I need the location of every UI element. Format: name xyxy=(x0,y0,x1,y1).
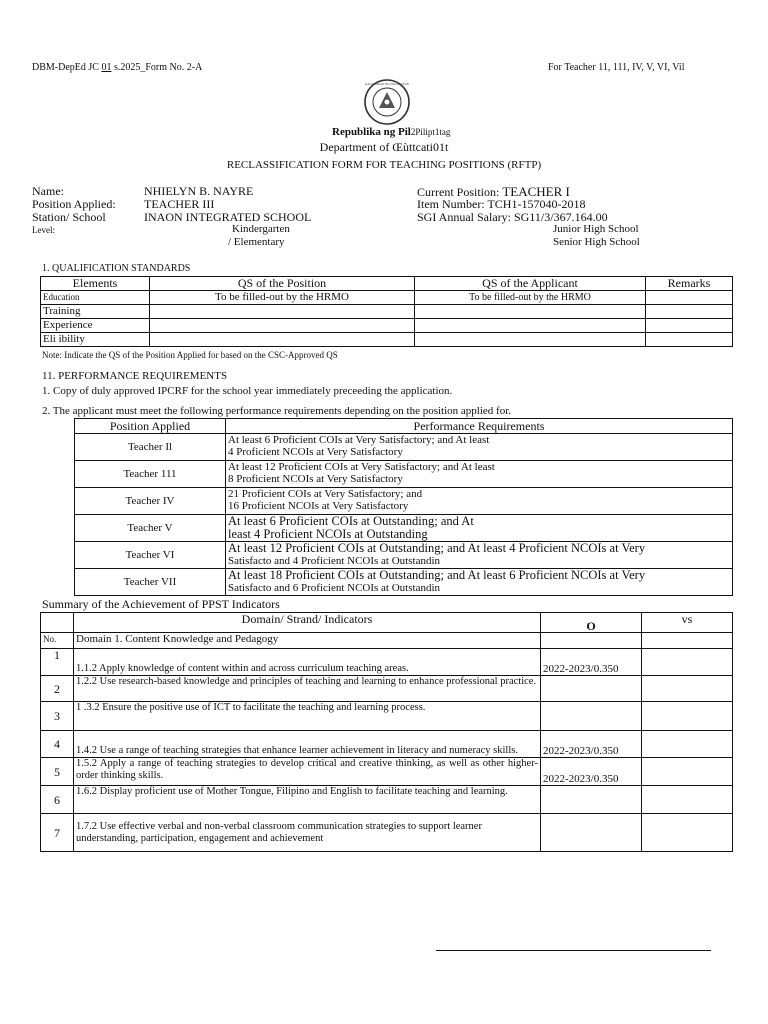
ppst-domain-row xyxy=(41,633,733,649)
table-row xyxy=(41,814,733,852)
form-code: DBM-DepEd JC 01 s.2025_Form No. 2-A xyxy=(32,62,203,73)
perf-position: Teacher V xyxy=(75,515,226,542)
svg-text:KAGAWARAN NG EDUKASYON: KAGAWARAN NG EDUKASYON xyxy=(365,82,409,86)
ppst-header-vs: vs xyxy=(642,613,733,633)
qs-applicant-cell xyxy=(415,333,646,347)
table-row xyxy=(41,676,733,702)
perf-header-position: Position Applied xyxy=(75,419,226,434)
name-label: Name: xyxy=(32,184,64,198)
for-teacher-label: For Teacher 11, 111, IV, V, VI, Vil xyxy=(548,62,685,73)
item-number: Item Number: TCH1-157040-2018 xyxy=(417,197,586,211)
ppst-row-no: 3 xyxy=(41,702,74,731)
ppst-o-cell: 2022-2023/0.350 xyxy=(541,758,642,786)
qs-element: Eli ibility xyxy=(41,333,150,347)
perf-requirement: At least 6 Proficient COIs at Outstanding; and At least 4 Proficient NCOIs at Outstanding xyxy=(226,515,733,542)
table-row xyxy=(41,731,733,758)
table-row xyxy=(41,291,733,305)
ppst-o-cell xyxy=(541,786,642,814)
republic-label: Republika ng Pil2Pilipt1tag xyxy=(332,126,451,138)
level-junior-high: Junior High School xyxy=(553,223,639,235)
ppst-table xyxy=(40,612,733,852)
deped-seal-icon xyxy=(355,78,419,126)
qs-header-elements: Elements xyxy=(41,277,150,291)
station-value: INAON INTEGRATED SCHOOL xyxy=(144,210,312,224)
table-row xyxy=(75,515,733,542)
qs-position-cell xyxy=(150,319,415,333)
table-row xyxy=(41,758,733,786)
ppst-indicator: 1.4.2 Use a range of teaching strategies that enhance learner achievement in literacy and numeracy skills. xyxy=(74,731,541,758)
level-label: Level: xyxy=(32,225,55,235)
qs-remarks-cell xyxy=(646,333,733,347)
table-row xyxy=(75,542,733,569)
ppst-o-cell xyxy=(541,814,642,852)
ppst-no-label: No. xyxy=(41,633,74,649)
level-kindergarten: Kindergarten xyxy=(232,223,290,235)
signature-line xyxy=(436,950,711,951)
table-row xyxy=(75,434,733,461)
ppst-header-blank xyxy=(41,613,74,633)
ppst-row-no: 1 xyxy=(41,649,74,676)
ppst-vs-cell xyxy=(642,702,733,731)
perf-table xyxy=(74,418,733,596)
ppst-row-no: 5 xyxy=(41,758,74,786)
table-row xyxy=(41,305,733,319)
ppst-o-cell xyxy=(541,676,642,702)
name-value: NHIELYN B. NAYRE xyxy=(144,184,254,198)
ppst-o-cell: 2022-2023/0.350 xyxy=(541,731,642,758)
qs-applicant-cell xyxy=(415,319,646,333)
qs-remarks-cell xyxy=(646,291,733,305)
perf-requirement: 21 Proficient COIs at Very Satisfactory; and 16 Proficient NCOIs at Very Satisfactory xyxy=(226,488,733,515)
perf-item-2: 2. The applicant must meet the following performance requirements depending on the position applied for. xyxy=(42,405,512,417)
qs-position-cell xyxy=(150,333,415,347)
ppst-indicator: 1.7.2 Use effective verbal and non-verbal classroom communication strategies to support learner understanding, participation, engagement and achievement xyxy=(74,814,541,852)
perf-header-requirements: Performance Requirements xyxy=(226,419,733,434)
annual-salary: SGI Annual Salary: SG11/3/367.164.00 xyxy=(417,210,608,224)
perf-position: Teacher IV xyxy=(75,488,226,515)
ppst-header-row xyxy=(41,613,733,633)
qs-element: Training xyxy=(41,305,150,319)
ppst-o-cell xyxy=(541,702,642,731)
ppst-indicator: 1.1.2 Apply knowledge of content within and across curriculum teaching areas. xyxy=(74,649,541,676)
perf-position: Teacher VI xyxy=(75,542,226,569)
ppst-indicator: 1.5.2 Apply a range of teaching strategies to develop critical and creative thinking, as well as other higher-order thinking skills. xyxy=(74,758,541,786)
qs-note: Note: Indicate the QS of the Position Applied for based on the CSC-Approved QS xyxy=(42,350,338,360)
qs-element: Education xyxy=(41,291,150,305)
level-senior-high: Senior High School xyxy=(553,236,640,248)
ppst-row-no: 4 xyxy=(41,731,74,758)
perf-position: Teacher VII xyxy=(75,569,226,596)
current-position: Current Position: TEACHER I xyxy=(417,184,570,199)
ppst-indicator: 1 .3.2 Ensure the positive use of ICT to facilitate the teaching and learning process. xyxy=(74,702,541,731)
perf-heading: 11. PERFORMANCE REQUIREMENTS xyxy=(42,370,228,382)
position-value: TEACHER III xyxy=(144,197,215,211)
level-elementary: / Elementary xyxy=(228,236,285,248)
ppst-summary-title: Summary of the Achievement of PPST Indicators xyxy=(42,597,280,611)
qs-heading: 1. QUALIFICATION STANDARDS xyxy=(42,263,191,274)
table-row xyxy=(41,333,733,347)
table-row xyxy=(75,461,733,488)
station-label: Station/ School xyxy=(32,210,106,224)
qs-header-remarks: Remarks xyxy=(646,277,733,291)
ppst-vs-cell xyxy=(642,649,733,676)
perf-position: Teacher 111 xyxy=(75,461,226,488)
qs-remarks-cell xyxy=(646,319,733,333)
table-row xyxy=(41,786,733,814)
department-label: Department of Œùttcati01t xyxy=(319,140,449,154)
table-row xyxy=(41,649,733,676)
position-label: Position Applied: xyxy=(32,197,116,211)
qs-applicant-cell: To be filled-out by the HRMO xyxy=(415,291,646,305)
qs-element: Experience xyxy=(41,319,150,333)
perf-position: Teacher Il xyxy=(75,434,226,461)
ppst-vs-cell xyxy=(642,633,733,649)
table-row xyxy=(41,319,733,333)
ppst-header-domain: Domain/ Strand/ Indicators xyxy=(74,613,541,633)
qs-position-cell: To be filled-out by the HRMO xyxy=(150,291,415,305)
qs-header-applicant: QS of the Applicant xyxy=(415,277,646,291)
ppst-vs-cell xyxy=(642,676,733,702)
ppst-vs-cell xyxy=(642,786,733,814)
qs-applicant-cell xyxy=(415,305,646,319)
qs-header-row xyxy=(41,277,733,291)
ppst-vs-cell xyxy=(642,814,733,852)
qs-position-cell xyxy=(150,305,415,319)
perf-requirement: At least 18 Proficient COIs at Outstanding; and At least 6 Proficient NCOIs at Very Satisfacto and 6 Proficient NCOIs at Outstandin xyxy=(226,569,733,596)
ppst-row-no: 7 xyxy=(41,814,74,852)
ppst-o-cell: 2022-2023/0.350 xyxy=(541,649,642,676)
qs-header-position: QS of the Position xyxy=(150,277,415,291)
ppst-row-no: 2 xyxy=(41,676,74,702)
perf-requirement: At least 12 Proficient COIs at Very Satisfactory; and At least 8 Proficient NCOIs at Very Satisfactory xyxy=(226,461,733,488)
table-row xyxy=(41,702,733,731)
qs-table xyxy=(40,276,733,347)
table-row xyxy=(75,569,733,596)
ppst-vs-cell xyxy=(642,758,733,786)
perf-requirement: At least 6 Proficient COIs at Very Satisfactory; and At least 4 Proficient NCOIs at Very Satisfactory xyxy=(226,434,733,461)
ppst-vs-cell xyxy=(642,731,733,758)
ppst-o-cell xyxy=(541,633,642,649)
ppst-indicator: 1.2.2 Use research-based knowledge and principles of teaching and learning to enhance professional practice. xyxy=(74,676,541,702)
qs-remarks-cell xyxy=(646,305,733,319)
ppst-domain-label: Domain 1. Content Knowledge and Pedagogy xyxy=(74,633,541,649)
perf-header-row xyxy=(75,419,733,434)
ppst-header-o: O xyxy=(541,613,642,633)
ppst-indicator: 1.6.2 Display proficient use of Mother Tongue, Filipino and English to facilitate teaching and learning. xyxy=(74,786,541,814)
ppst-row-no: 6 xyxy=(41,786,74,814)
perf-item-1: 1. Copy of duly approved IPCRF for the school year immediately preceeding the application. xyxy=(42,385,453,397)
form-title: RECLASSIFICATION FORM FOR TEACHING POSITIONS (RFTP) xyxy=(226,159,542,171)
perf-requirement: At least 12 Proficient COIs at Outstanding; and At least 4 Proficient NCOIs at Very Satisfacto and 4 Proficient NCOIs at Outstandin xyxy=(226,542,733,569)
table-row xyxy=(75,488,733,515)
